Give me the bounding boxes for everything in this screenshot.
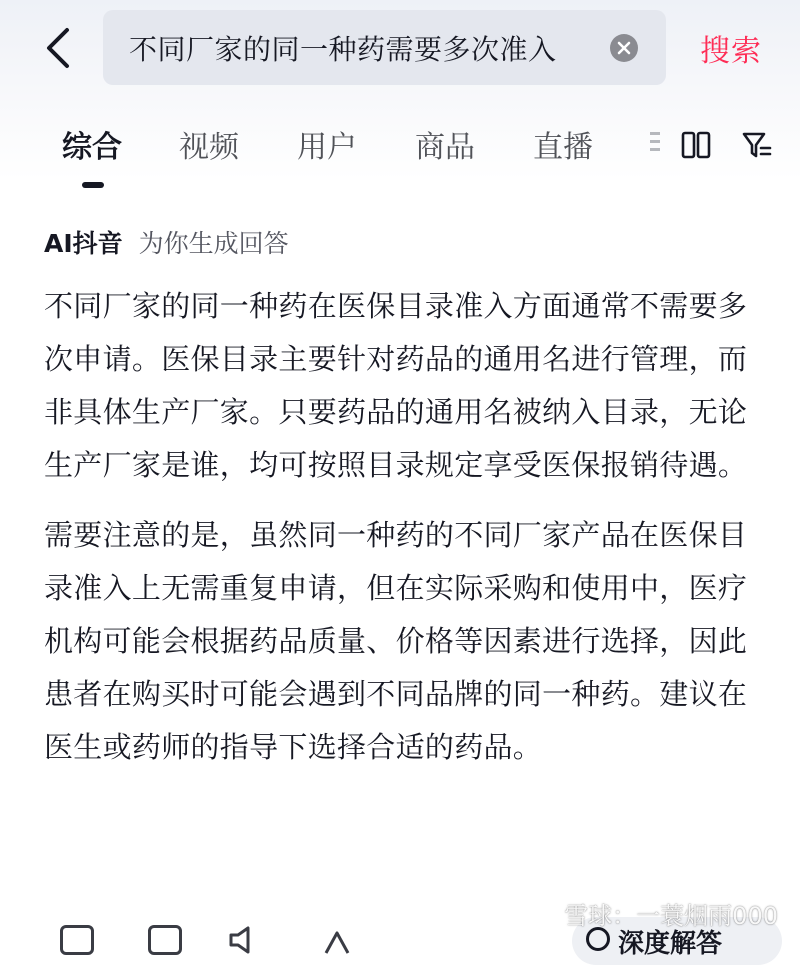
clear-search-button[interactable] [610, 34, 638, 62]
ai-brand-label: AI抖音 [44, 229, 123, 258]
answer-paragraph: 不同厂家的同一种药在医保目录准入方面通常不需要多次申请。医保目录主要针对药品的通用名进行管理，而非具体生产厂家。只要药品的通用名被纳入目录，无论生产厂家是谁，均可按照目录规定享受医保报销待遇。 [44, 289, 748, 482]
search-submit-button[interactable]: 搜索 [700, 34, 762, 69]
filter-icon [741, 130, 773, 160]
deep-answer-label: 深度解答 [618, 928, 723, 959]
search-header [0, 0, 800, 96]
sound-icon[interactable] [228, 925, 264, 959]
answer-paragraph: 需要注意的是，虽然同一种药的不同厂家产品在医保目录准入上无需重复申请，但在实际采购和使用中，医疗机构可能会根据药品质量、价格等因素进行选择，因此患者在购买时可能会遇到不同品牌的同一种药。建议在医生或药师的指导下选择合适的药品。 [44, 518, 748, 764]
more-icon[interactable] [322, 927, 352, 961]
share-icon[interactable] [148, 925, 182, 955]
search-input[interactable] [103, 10, 666, 85]
tab-products[interactable]: 商品 [415, 130, 475, 165]
tab-users[interactable]: 用户 [297, 130, 357, 165]
tab-overflow-hint [646, 122, 660, 162]
tab-live[interactable]: 直播 [533, 130, 593, 165]
grid-layout-icon [681, 131, 711, 159]
tab-comprehensive[interactable]: 综合 [62, 130, 122, 165]
ai-subtitle: 为你生成回答 [138, 229, 289, 258]
watermark [528, 896, 778, 931]
snowball-logo-icon [528, 899, 558, 929]
filter-button[interactable] [740, 128, 774, 162]
ai-answer-body [44, 280, 760, 774]
ai-answer-header [44, 224, 289, 260]
tab-videos[interactable]: 视频 [179, 130, 239, 165]
close-icon [617, 41, 631, 55]
search-query-text: 不同厂家的同一种药需要多次准入 [129, 32, 557, 66]
chevron-left-icon [43, 26, 73, 70]
watermark-text: 雪球：一蓑烟雨000 [564, 902, 778, 930]
copy-icon[interactable] [60, 925, 94, 955]
layout-toggle-button[interactable] [679, 128, 713, 162]
active-tab-indicator [82, 182, 104, 188]
back-button[interactable] [36, 22, 80, 74]
